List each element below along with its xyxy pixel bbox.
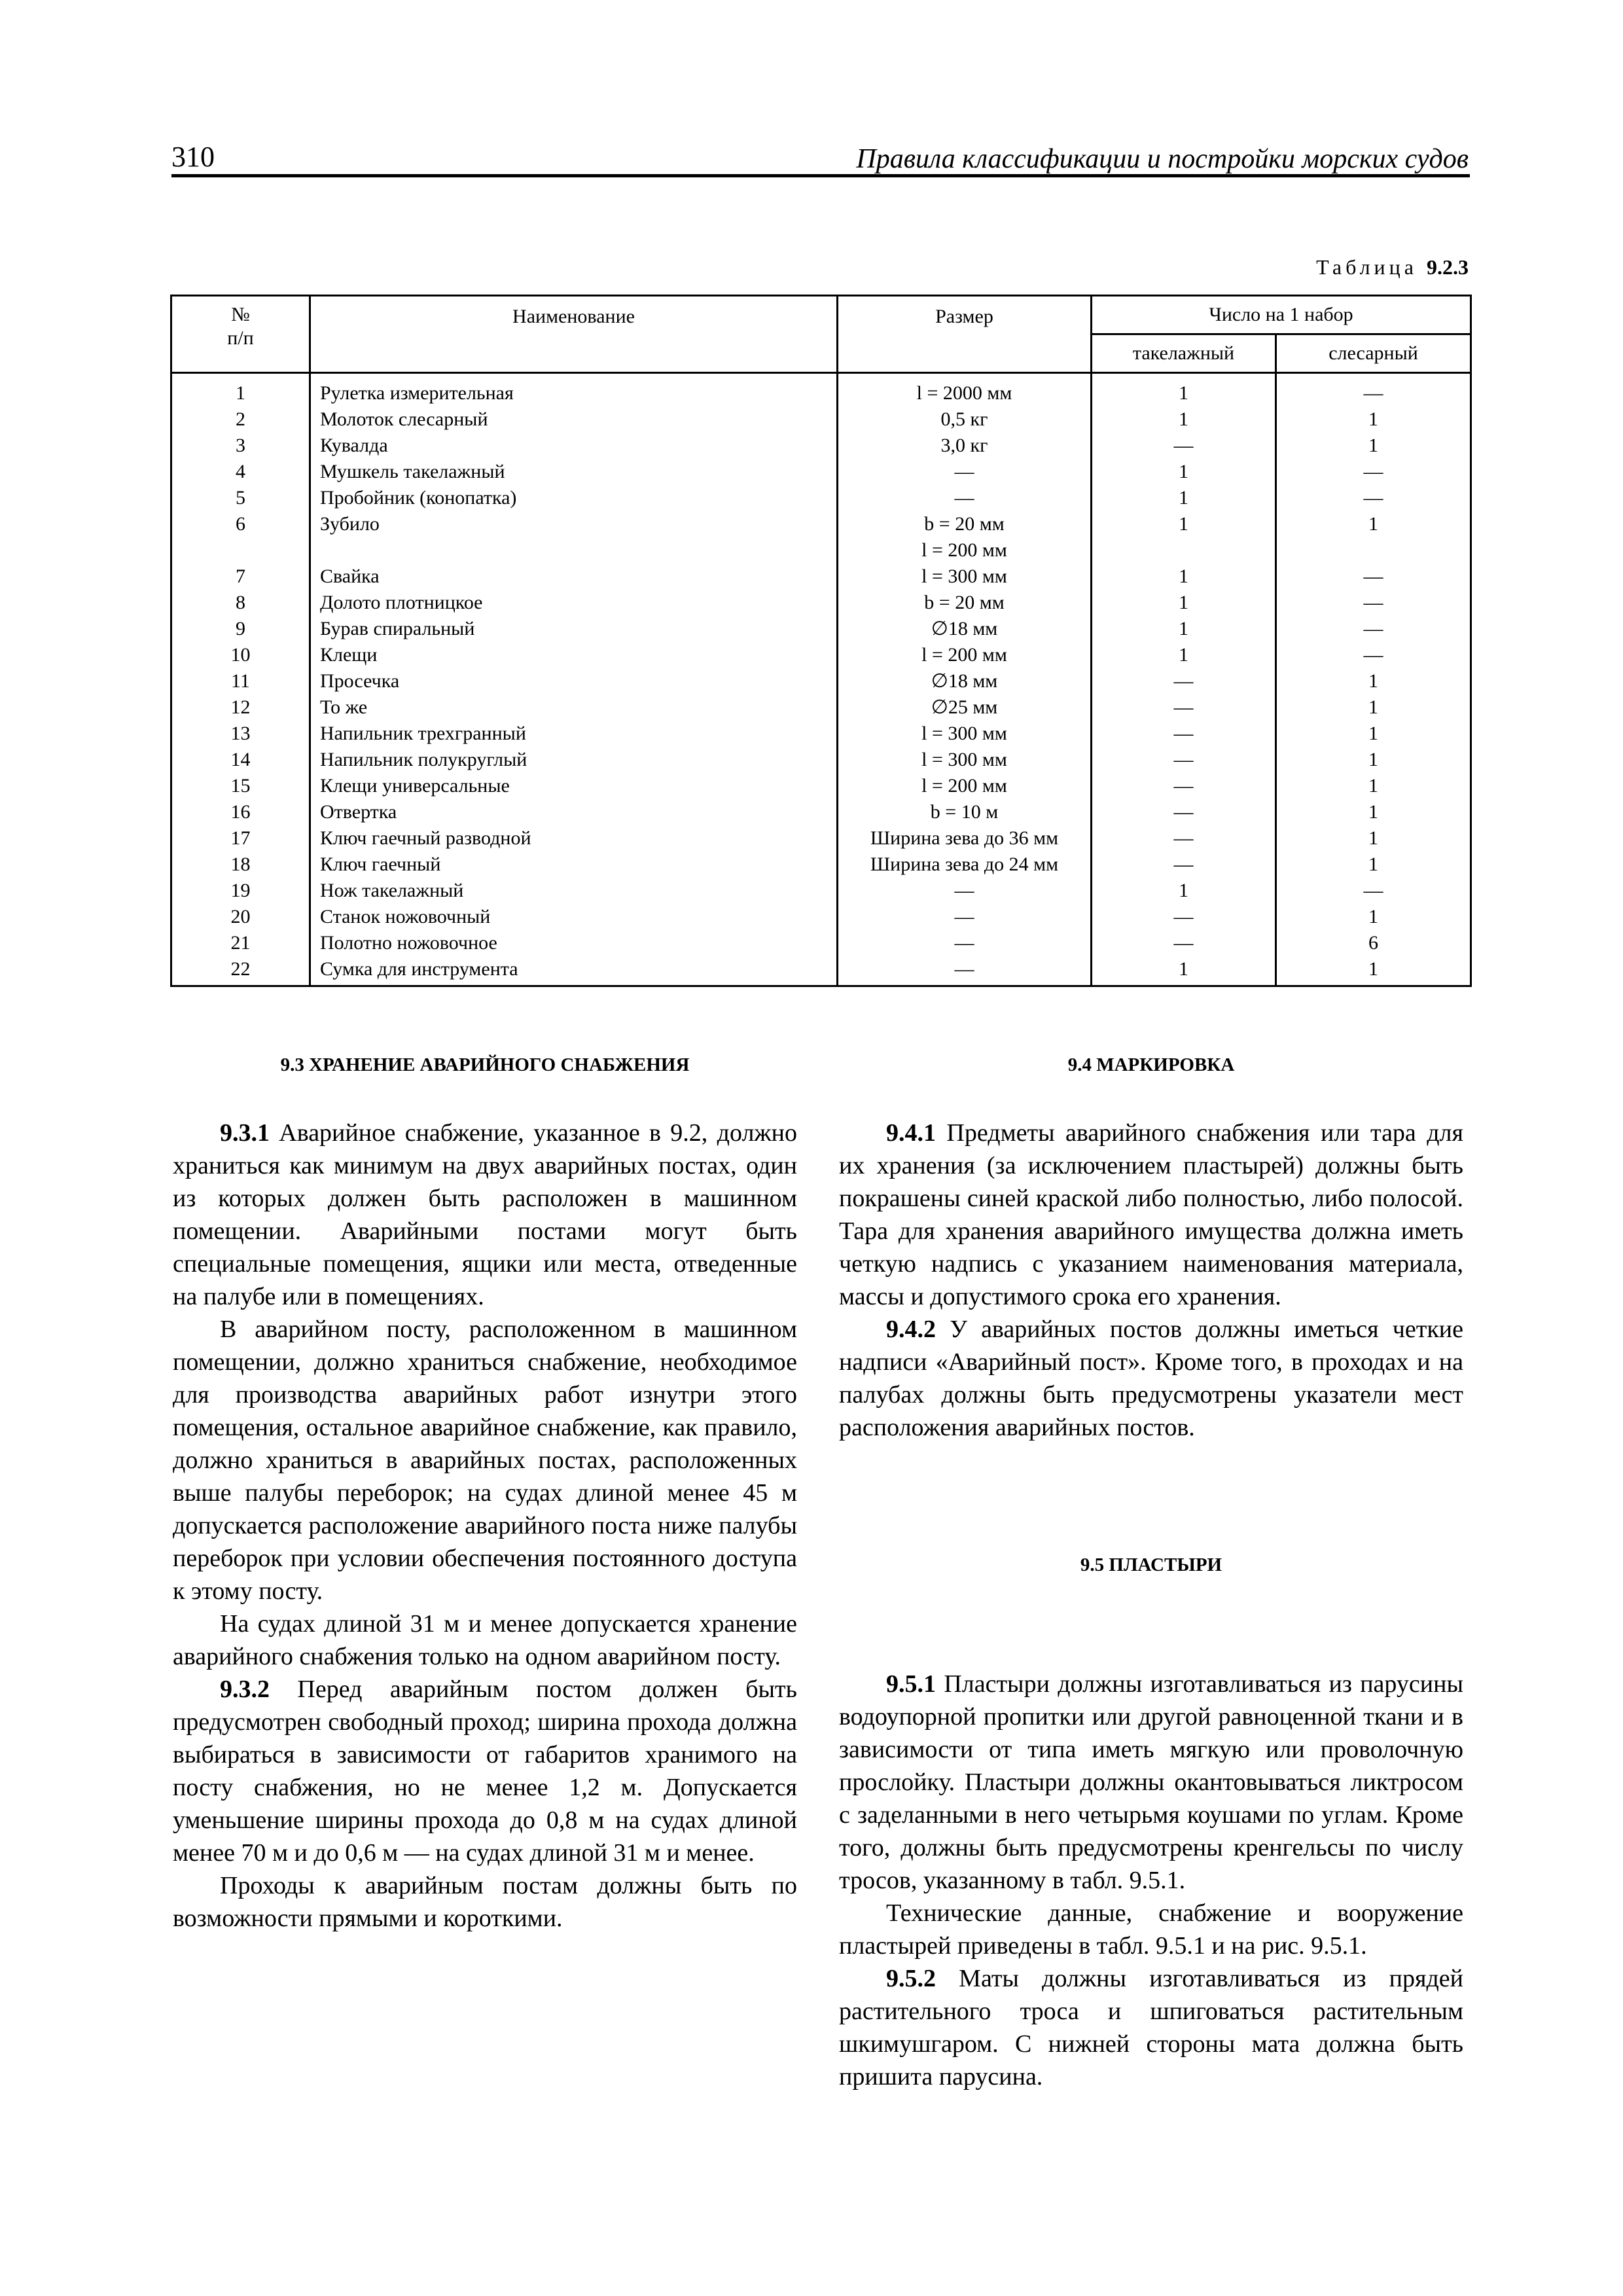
header-count-group: Число на 1 набор	[1092, 296, 1471, 334]
cell-locksmith: 6	[1276, 930, 1471, 956]
cell-rigging	[1092, 537, 1276, 564]
paragraph-text: Технические данные, снабжение и вооружение пластырей приведены в табл. 9.5.1 и на рис. 9.5.1.	[839, 1899, 1463, 1960]
paragraph	[839, 1313, 1463, 1444]
cell-size: —	[838, 956, 1092, 986]
cell-size: l = 300 мм	[838, 747, 1092, 773]
cell-locksmith: —	[1276, 564, 1471, 590]
cell-size: ∅25 мм	[838, 694, 1092, 721]
cell-name: То же	[310, 694, 838, 721]
cell-locksmith: —	[1276, 485, 1471, 511]
cell-num: 19	[171, 878, 310, 904]
header-locksmith: слесарный	[1276, 334, 1471, 373]
cell-locksmith: 1	[1276, 511, 1471, 537]
paragraph	[173, 1673, 797, 1869]
cell-locksmith: 1	[1276, 668, 1471, 694]
cell-rigging: 1	[1092, 485, 1276, 511]
cell-name: Зубило	[310, 511, 838, 537]
table-row	[171, 904, 1471, 930]
table-row	[171, 373, 1471, 407]
cell-size: Ширина зева до 24 мм	[838, 852, 1092, 878]
cell-locksmith: 1	[1276, 773, 1471, 799]
right-column	[839, 1049, 1463, 2093]
cell-locksmith: 1	[1276, 825, 1471, 852]
cell-rigging: 1	[1092, 616, 1276, 642]
cell-size: l = 200 мм	[838, 773, 1092, 799]
cell-locksmith: 1	[1276, 406, 1471, 433]
cell-size: 0,5 кг	[838, 406, 1092, 433]
cell-num: 2	[171, 406, 310, 433]
cell-rigging: 1	[1092, 511, 1276, 537]
cell-name: Молоток слесарный	[310, 406, 838, 433]
cell-num: 6	[171, 511, 310, 537]
cell-name: Напильник трехгранный	[310, 721, 838, 747]
cell-locksmith: —	[1276, 373, 1471, 407]
paragraph-text: В аварийном посту, расположенном в машинном помещении, должно храниться снабжение, необходимое для производства аварийных работ изнутри этого помещения, остальное аварийное снабжение, как правило, должно храниться в аварийных постах, расположенных выше палубы переборок; на судах длиной менее 45 м допускается расположение аварийного поста ниже палубы переборок при условии обеспечения постоянного доступа к этому посту.	[173, 1316, 797, 1605]
cell-name: Клещи	[310, 642, 838, 668]
cell-rigging: —	[1092, 852, 1276, 878]
cell-rigging: —	[1092, 668, 1276, 694]
cell-locksmith: 1	[1276, 956, 1471, 986]
cell-name: Нож такелажный	[310, 878, 838, 904]
cell-num: 1	[171, 373, 310, 407]
paragraph-number: 9.4.2	[886, 1316, 936, 1343]
header-size: Размер	[838, 296, 1092, 373]
table-row	[171, 642, 1471, 668]
cell-num: 5	[171, 485, 310, 511]
cell-num: 9	[171, 616, 310, 642]
cell-num: 20	[171, 904, 310, 930]
cell-name: Отвертка	[310, 799, 838, 825]
cell-name: Напильник полукруглый	[310, 747, 838, 773]
cell-size: l = 300 мм	[838, 564, 1092, 590]
section-heading-storage: 9.3 ХРАНЕНИЕ АВАРИЙНОГО СНАБЖЕНИЯ	[280, 1054, 690, 1075]
cell-name: Долото плотницкое	[310, 590, 838, 616]
cell-rigging: 1	[1092, 459, 1276, 485]
table-row	[171, 537, 1471, 564]
cell-locksmith: 1	[1276, 721, 1471, 747]
cell-num: 8	[171, 590, 310, 616]
table-row	[171, 721, 1471, 747]
patches-paragraphs	[839, 1668, 1463, 2093]
cell-num: 11	[171, 668, 310, 694]
cell-rigging: —	[1092, 747, 1276, 773]
cell-locksmith: 1	[1276, 747, 1471, 773]
cell-name: Станок ножовочный	[310, 904, 838, 930]
cell-num: 10	[171, 642, 310, 668]
cell-size: —	[838, 485, 1092, 511]
cell-locksmith	[1276, 537, 1471, 564]
paragraph-text: Пластыри должны изготавливаться из парусины водоупорной пропитки или другой равноценной ткани и в зависимости от типа иметь мягкую или проволочную прослойку. Пластыри должны окантовываться ликтросом с заделанными в него четырьмя коушами по углам. Кроме того, должны быть предусмотрены кренгельсы по числу тросов, указанному в табл. 9.5.1.	[839, 1670, 1463, 1894]
cell-rigging: 1	[1092, 956, 1276, 986]
cell-size: b = 10 м	[838, 799, 1092, 825]
page-number: 310	[171, 141, 215, 173]
table-body	[171, 373, 1471, 986]
header-num	[171, 296, 310, 373]
paragraph-text: Проходы к аварийным постам должны быть по возможности прямыми и короткими.	[173, 1872, 797, 1932]
cell-rigging: 1	[1092, 564, 1276, 590]
header-name: Наименование	[310, 296, 838, 373]
cell-name	[310, 537, 838, 564]
cell-num	[171, 537, 310, 564]
cell-size: l = 2000 мм	[838, 373, 1092, 407]
cell-rigging: —	[1092, 904, 1276, 930]
table-row	[171, 668, 1471, 694]
cell-locksmith: —	[1276, 616, 1471, 642]
cell-locksmith: 1	[1276, 904, 1471, 930]
cell-size: l = 200 мм	[838, 642, 1092, 668]
cell-rigging: —	[1092, 930, 1276, 956]
cell-name: Бурав спиральный	[310, 616, 838, 642]
table-row	[171, 616, 1471, 642]
cell-num: 17	[171, 825, 310, 852]
cell-name: Сумка для инструмента	[310, 956, 838, 986]
table-row	[171, 433, 1471, 459]
header-rigging: такелажный	[1092, 334, 1276, 373]
cell-size: b = 20 мм	[838, 590, 1092, 616]
table-row	[171, 878, 1471, 904]
cell-locksmith: —	[1276, 590, 1471, 616]
cell-rigging: —	[1092, 799, 1276, 825]
paragraph-number: 9.3.2	[220, 1676, 270, 1703]
cell-size: —	[838, 904, 1092, 930]
paragraph-text: У аварийных постов должны иметься четкие надписи «Аварийный пост». Кроме того, в проходах и на палубах должны быть предусмотрены указатели мест расположения аварийных постов.	[839, 1316, 1463, 1441]
cell-num: 14	[171, 747, 310, 773]
cell-locksmith: 1	[1276, 694, 1471, 721]
running-title: Правила классификации и постройки морских судов	[856, 144, 1469, 174]
paragraph-text: Маты должны изготавливаться из прядей растительного троса и шпиговаться растительным шкимушгаром. С нижней стороны мата должна быть пришита парусина.	[839, 1965, 1463, 2090]
left-column	[173, 1049, 797, 1935]
paragraph	[173, 1607, 797, 1673]
cell-rigging: 1	[1092, 590, 1276, 616]
cell-locksmith: 1	[1276, 852, 1471, 878]
cell-locksmith: 1	[1276, 799, 1471, 825]
paragraph-number: 9.5.1	[886, 1670, 936, 1698]
cell-num: 13	[171, 721, 310, 747]
paragraph-number: 9.5.2	[886, 1965, 936, 1992]
cell-name: Клещи универсальные	[310, 773, 838, 799]
cell-num: 16	[171, 799, 310, 825]
header-num-symbol: №	[231, 304, 250, 325]
cell-rigging: 1	[1092, 406, 1276, 433]
paragraph	[839, 1668, 1463, 1897]
paragraph	[839, 1962, 1463, 2093]
cell-locksmith: 1	[1276, 433, 1471, 459]
cell-rigging: —	[1092, 433, 1276, 459]
cell-name: Полотно ножовочное	[310, 930, 838, 956]
section-heading-marking: 9.4 МАРКИРОВКА	[1067, 1054, 1235, 1075]
table-caption-number: 9.2.3	[1427, 255, 1469, 279]
cell-num: 12	[171, 694, 310, 721]
cell-name: Ключ гаечный разводной	[310, 825, 838, 852]
table-row	[171, 459, 1471, 485]
paragraph	[839, 1117, 1463, 1313]
paragraph-text: Предметы аварийного снабжения или тара для их хранения (за исключением пластырей) должны быть покрашены синей краской либо полностью, либо полосой. Тара для хранения аварийного имущества должна иметь четкую надпись с указанием наименования материала, массы и допустимого срока его хранения.	[839, 1119, 1463, 1310]
cell-rigging: —	[1092, 773, 1276, 799]
cell-num: 4	[171, 459, 310, 485]
paragraph-text: На судах длиной 31 м и менее допускается хранение аварийного снабжения только на одном аварийном посту.	[173, 1610, 797, 1670]
table-row	[171, 590, 1471, 616]
paragraph-text: Аварийное снабжение, указанное в 9.2, должно храниться как минимум на двух аварийных постах, один из которых должен быть расположен в машинном помещении. Аварийными постами могут быть специальные помещения, ящики или места, отведенные на палубе или в помещениях.	[173, 1119, 797, 1310]
cell-size: —	[838, 459, 1092, 485]
cell-num: 15	[171, 773, 310, 799]
cell-rigging: —	[1092, 825, 1276, 852]
cell-size: l = 300 мм	[838, 721, 1092, 747]
table-row	[171, 564, 1471, 590]
paragraph-text: Перед аварийным постом должен быть предусмотрен свободный проход; ширина прохода должна выбираться в зависимости от габаритов хранимого на посту снабжения, но не менее 1,2 м. Допускается уменьшение ширины прохода до 0,8 м на судах длиной менее 70 м и до 0,6 м — на судах длиной 31 м и менее.	[173, 1676, 797, 1867]
cell-size: —	[838, 878, 1092, 904]
cell-name: Мушкель такелажный	[310, 459, 838, 485]
cell-locksmith: —	[1276, 642, 1471, 668]
paragraph	[173, 1869, 797, 1935]
table-row	[171, 694, 1471, 721]
header-num-abbr: п/п	[227, 327, 254, 349]
cell-name: Свайка	[310, 564, 838, 590]
table-row	[171, 511, 1471, 537]
table-row	[171, 747, 1471, 773]
cell-size: 3,0 кг	[838, 433, 1092, 459]
cell-size: ∅18 мм	[838, 616, 1092, 642]
table-row	[171, 773, 1471, 799]
cell-locksmith: —	[1276, 878, 1471, 904]
cell-rigging: 1	[1092, 878, 1276, 904]
cell-rigging: —	[1092, 694, 1276, 721]
header-rule	[171, 174, 1470, 177]
cell-size: Ширина зева до 36 мм	[838, 825, 1092, 852]
table-row	[171, 956, 1471, 986]
paragraph-number: 9.3.1	[220, 1119, 270, 1147]
table-row	[171, 930, 1471, 956]
table-row	[171, 406, 1471, 433]
cell-size: l = 200 мм	[838, 537, 1092, 564]
cell-num: 3	[171, 433, 310, 459]
cell-name: Рулетка измерительная	[310, 373, 838, 407]
table-row	[171, 799, 1471, 825]
paragraph-number: 9.4.1	[886, 1119, 936, 1147]
cell-num: 22	[171, 956, 310, 986]
cell-rigging: 1	[1092, 642, 1276, 668]
paragraph	[839, 1897, 1463, 1962]
marking-paragraphs	[839, 1117, 1463, 1444]
table-caption	[1316, 257, 1469, 278]
cell-name: Пробойник (конопатка)	[310, 485, 838, 511]
section-heading-patches: 9.5 ПЛАСТЫРИ	[1080, 1554, 1222, 1575]
table-caption-word: Таблица	[1316, 255, 1418, 279]
cell-size: —	[838, 930, 1092, 956]
cell-num: 21	[171, 930, 310, 956]
cell-size: ∅18 мм	[838, 668, 1092, 694]
cell-rigging: 1	[1092, 373, 1276, 407]
table-row	[171, 485, 1471, 511]
cell-rigging: —	[1092, 721, 1276, 747]
table-row	[171, 852, 1471, 878]
storage-paragraphs	[173, 1117, 797, 1935]
tools-table	[170, 295, 1472, 987]
cell-name: Кувалда	[310, 433, 838, 459]
cell-name: Просечка	[310, 668, 838, 694]
cell-name: Ключ гаечный	[310, 852, 838, 878]
cell-num: 18	[171, 852, 310, 878]
cell-size: b = 20 мм	[838, 511, 1092, 537]
paragraph	[173, 1117, 797, 1313]
table-row	[171, 825, 1471, 852]
cell-locksmith: —	[1276, 459, 1471, 485]
cell-num: 7	[171, 564, 310, 590]
paragraph	[173, 1313, 797, 1607]
